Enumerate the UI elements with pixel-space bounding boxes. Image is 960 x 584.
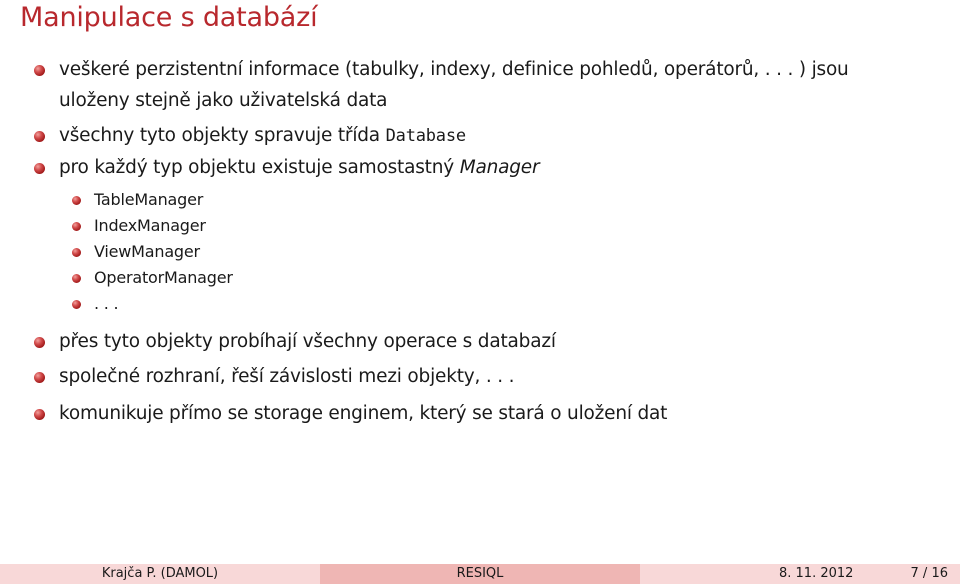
sub-list-item: . . . [94, 294, 119, 313]
footer-title: RESIQL [320, 564, 640, 584]
list-item-text: všechny tyto objekty spravuje třída [59, 125, 386, 146]
sub-list-item: OperatorManager [94, 268, 233, 287]
code-class-name: Database [385, 126, 466, 146]
list-item-continuation [59, 85, 387, 116]
list-item-text: komunikuje přímo se storage enginem, který se stará o uložení dat [59, 403, 668, 424]
sub-bullet-icon [72, 300, 81, 309]
sub-bullet-icon [72, 274, 81, 283]
footer-info [640, 564, 960, 584]
sub-list-item: ViewManager [94, 242, 200, 261]
list-item-text: pro každý typ objektu existuje samostastný [59, 157, 460, 178]
list-item [59, 54, 849, 85]
slide-title: Manipulace s databází [20, 2, 318, 33]
list-item [59, 152, 539, 183]
bullet-icon [34, 163, 45, 174]
sub-list-item: IndexManager [94, 216, 206, 235]
bullet-icon [34, 337, 45, 348]
list-item-text: společné rozhraní, řeší závislosti mezi objekty, . . . [59, 366, 515, 387]
bullet-icon [34, 409, 45, 420]
sub-bullet-icon [72, 222, 81, 231]
list-item [59, 361, 514, 392]
sub-list-item: TableManager [94, 190, 204, 209]
footer-date: 8. 11. 2012 [779, 566, 854, 581]
bullet-icon [34, 131, 45, 142]
slide-footer [0, 564, 960, 584]
italic-term: Manager [459, 157, 540, 178]
sub-bullet-icon [72, 196, 81, 205]
bullet-icon [34, 65, 45, 76]
footer-page-number: 7 / 16 [910, 566, 948, 581]
list-item-text: veškeré perzistentní informace (tabulky, indexy, definice pohledů, operátorů, . . . ) jsou [59, 59, 849, 80]
bullet-icon [34, 372, 45, 383]
list-item [59, 326, 556, 357]
list-item [59, 398, 667, 429]
list-item [59, 120, 466, 152]
sub-bullet-icon [72, 248, 81, 257]
list-item-text: uloženy stejně jako uživatelská data [59, 90, 388, 111]
footer-author: Krajča P. (DAMOL) [0, 564, 320, 584]
list-item-text: přes tyto objekty probíhají všechny operace s databazí [59, 331, 556, 352]
